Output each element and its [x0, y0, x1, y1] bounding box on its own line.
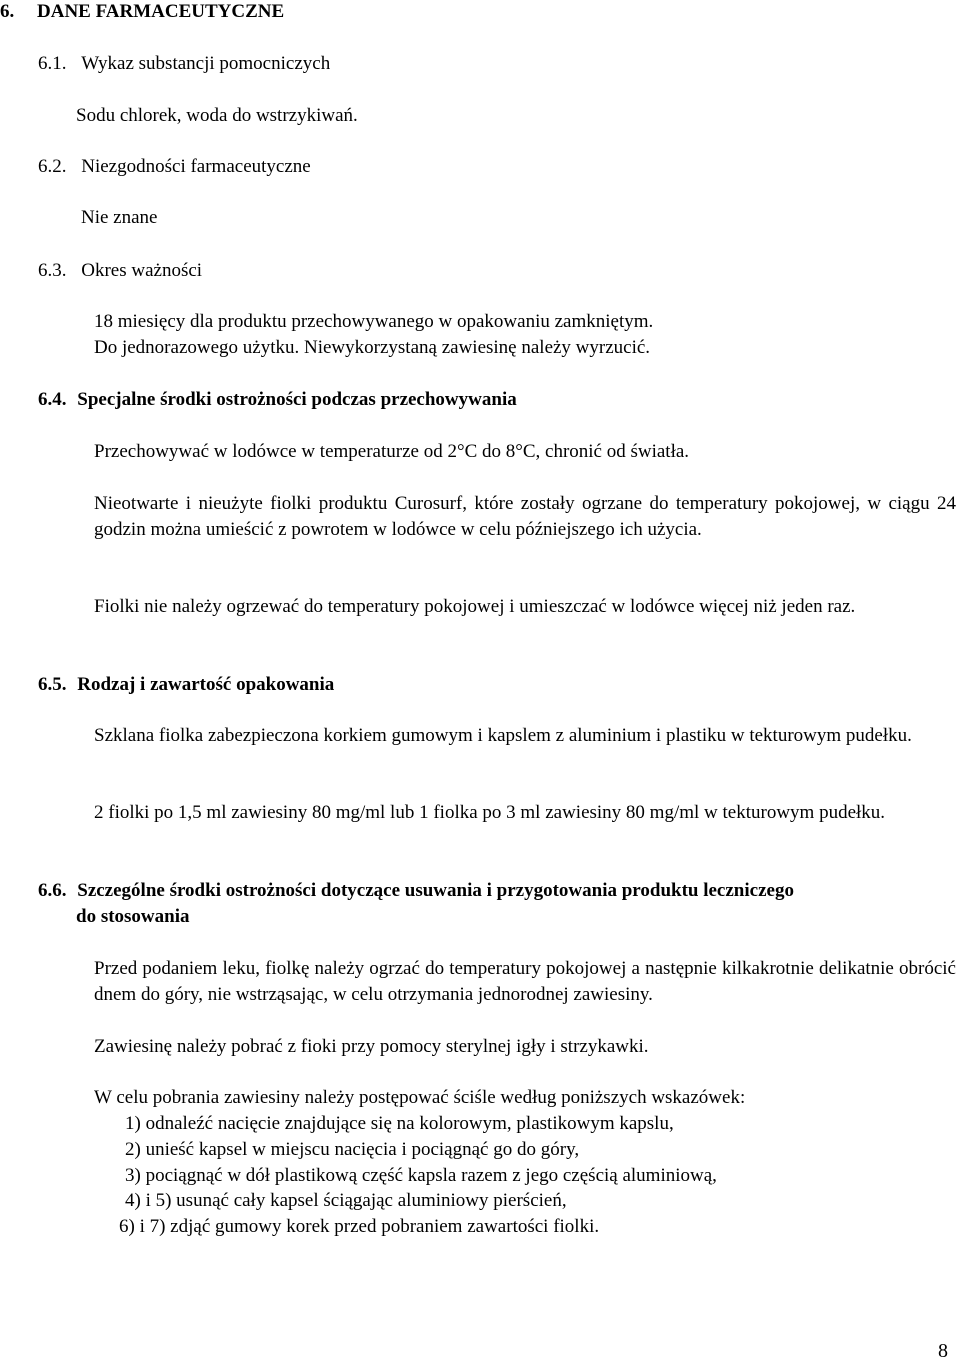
shelf-life-line-2: Do jednorazowego użytku. Niewykorzystaną zawiesinę należy wyrzucić.	[94, 337, 651, 358]
subsection-number: 6.3.	[38, 260, 67, 281]
preparation-paragraph-3: W celu pobrania zawiesiny należy postępować ściśle według poniższych wskazówek:	[94, 1087, 746, 1108]
subsection-number: 6.6.	[38, 880, 67, 901]
subsection-heading-6-3	[38, 258, 202, 284]
list-item: 2) unieść kapsel w miejscu nacięcia i pociągnąć go do góry,	[125, 1139, 580, 1160]
storage-paragraph-3: Fiolki nie należy ogrzewać do temperatury pokojowej i umieszczać w lodówce więcej niż jeden raz.	[94, 596, 856, 617]
preparation-paragraph-2: Zawiesinę należy pobrać z fioki przy pomocy sterylnej igły i strzykawki.	[94, 1036, 649, 1057]
excipients-text: Sodu chlorek, woda do wstrzykiwań.	[76, 105, 358, 126]
container-paragraph-2: 2 fiolki po 1,5 ml zawiesiny 80 mg/ml lub 1 fiolka po 3 ml zawiesiny 80 mg/ml w tekturowym pudełku.	[94, 802, 886, 823]
shelf-life-line-1: 18 miesięcy dla produktu przechowywanego w opakowaniu zamkniętym.	[94, 311, 654, 332]
subsection-title: Specjalne środki ostrożności podczas przechowywania	[77, 389, 517, 410]
list-item: 1) odnaleźć nacięcie znajdujące się na kolorowym, plastikowym kapslu,	[125, 1113, 674, 1134]
subsection-title: Wykaz substancji pomocniczych	[81, 53, 331, 74]
storage-paragraph-1: Przechowywać w lodówce w temperaturze od 2°C do 8°C, chronić od światła.	[94, 441, 690, 462]
subsection-heading-6-2	[38, 154, 311, 180]
section-title: DANE FARMACEUTYCZNE	[37, 1, 285, 22]
list-item: 3) pociągnąć w dół plastikową część kapsla razem z jego częścią aluminiową,	[125, 1165, 717, 1186]
storage-paragraph-2: Nieotwarte i nieużyte fiolki produktu Curosurf, które zostały ogrzane do temperatury pokojowej, w ciągu 24 godzin można umieścić z powrotem w lodówce w celu późniejszego ich użycia.	[94, 493, 956, 540]
page-number: 8	[938, 1340, 948, 1362]
container-paragraph-1: Szklana fiolka zabezpieczona korkiem gumowym i kapslem z aluminium i plastiku w tekturowym pudełku.	[94, 725, 912, 746]
incompatibilities-text: Nie znane	[81, 207, 158, 228]
subsection-title-line-1: Szczególne środki ostrożności dotyczące usuwania i przygotowania produktu leczniczego	[77, 880, 794, 901]
subsection-title-line-2: do stosowania	[76, 906, 190, 927]
preparation-paragraph-1: Przed podaniem leku, fiolkę należy ogrzać do temperatury pokojowej a następnie kilkakrotnie delikatnie obrócić dnem do góry, nie wstrząsając, w celu otrzymania jednorodnej zawiesiny.	[94, 958, 956, 1005]
subsection-number: 6.4.	[38, 389, 67, 410]
subsection-title: Niezgodności farmaceutyczne	[81, 156, 311, 177]
subsection-number: 6.1.	[38, 53, 67, 74]
subsection-heading-6-1	[38, 51, 330, 77]
subsection-title: Rodzaj i zawartość opakowania	[77, 674, 335, 695]
subsection-number: 6.5.	[38, 674, 67, 695]
list-item: 6) i 7) zdjąć gumowy korek przed pobraniem zawartości fiolki.	[119, 1216, 600, 1237]
subsection-number: 6.2.	[38, 156, 67, 177]
list-item: 4) i 5) usunąć cały kapsel ściągając aluminiowy pierścień,	[125, 1190, 567, 1211]
subsection-heading-6-5	[38, 672, 334, 698]
subsection-title: Okres ważności	[81, 260, 203, 281]
subsection-heading-6-4	[38, 387, 517, 413]
section-number: 6.	[0, 1, 15, 22]
subsection-heading-6-6	[38, 878, 794, 904]
section-heading	[0, 0, 284, 25]
